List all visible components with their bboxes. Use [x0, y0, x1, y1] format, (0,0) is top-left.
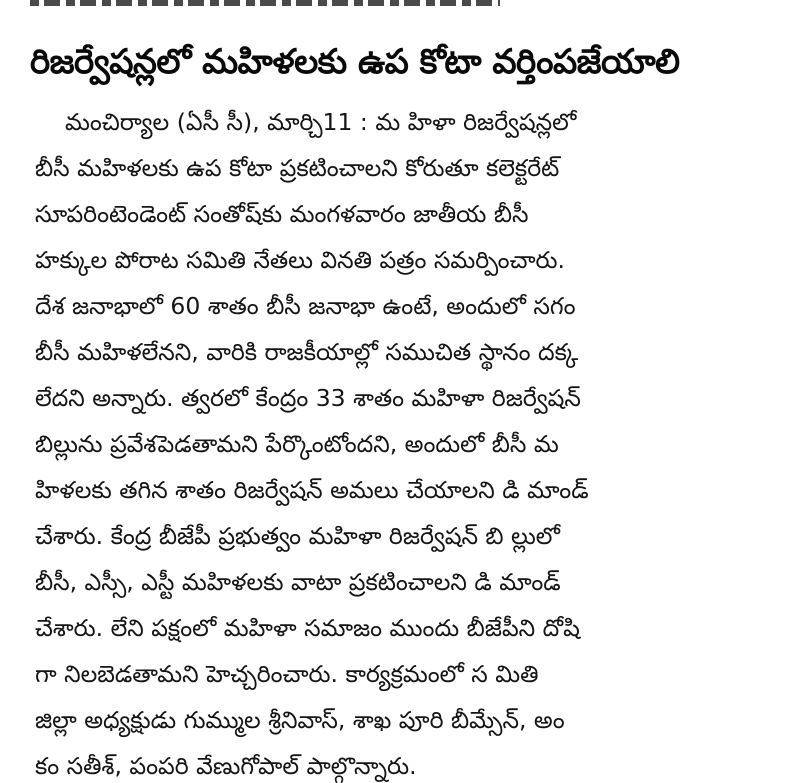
article-line: కం సతీశ్, పంపరి వేణుగోపాల్ పాల్గొన్నారు.	[35, 752, 417, 780]
previous-article-cut-line	[30, 0, 500, 6]
article-line: హిళలకు తగిన శాతం రిజర్వేషన్ అమలు చేయాలని డి మాండ్	[35, 476, 589, 504]
article-line: మంచిర్యాల (ఏసీ సీ), మార్చి11 : మ హిళా రిజర్వేషన్లలో	[65, 108, 577, 136]
article-body	[35, 99, 711, 783]
article-line: జిల్లా అధ్యక్షుడు గుమ్ముల శ్రీనివాస్, శాఖ పూరి బీమ్సేన్, అం	[35, 706, 565, 734]
article-line: బీసీ, ఎస్సీ, ఎస్టీ మహిళలకు వాటా ప్రకటించాలని డి మాండ్	[35, 568, 561, 596]
article-line: గా నిలబెడతామని హెచ్చరించారు. కార్యక్రమంలో స మితి	[35, 660, 539, 688]
article-line: హక్కుల పోరాట సమితి నేతలు వినతి పత్రం సమర్పించారు.	[35, 246, 566, 274]
article-line: బీసీ మహిళలకు ఉప కోటా ప్రకటించాలని కోరుతూ కలెక్టరేట్	[35, 154, 560, 182]
article-line: సూపరింటెండెంట్ సంతోష్‌కు మంగళవారం జాతీయ బీసీ	[35, 200, 529, 228]
article-line: బీసీ మహిళలేనని, వారికి రాజకీయాల్లో సముచిత స్థానం దక్క	[35, 338, 579, 366]
article-line: బిల్లును ప్రవేశపెడతామని పేర్కొంటోందని, అందులో బీసీ మ	[35, 430, 559, 458]
article-line: దేశ జనాభాలో 60 శాతం బీసీ జనాభా ఉంటే, అందులో సగం	[35, 292, 576, 320]
article-headline: రిజర్వేషన్లలో మహిళలకు ఉప కోటా వర్తింపజేయాలి	[30, 42, 680, 82]
article-line: లేదని అన్నారు. త్వరలో కేంద్రం 33 శాతం మహిళా రిజర్వేషన్	[35, 384, 581, 412]
article-line: చేశారు. కేంద్ర బీజేపీ ప్రభుత్వం మహిళా రిజర్వేషన్ బి ల్లులో	[35, 522, 560, 550]
article-line: చేశారు. లేని పక్షంలో మహిళా సమాజం ముందు బీజేపీని దోషి	[35, 614, 580, 642]
